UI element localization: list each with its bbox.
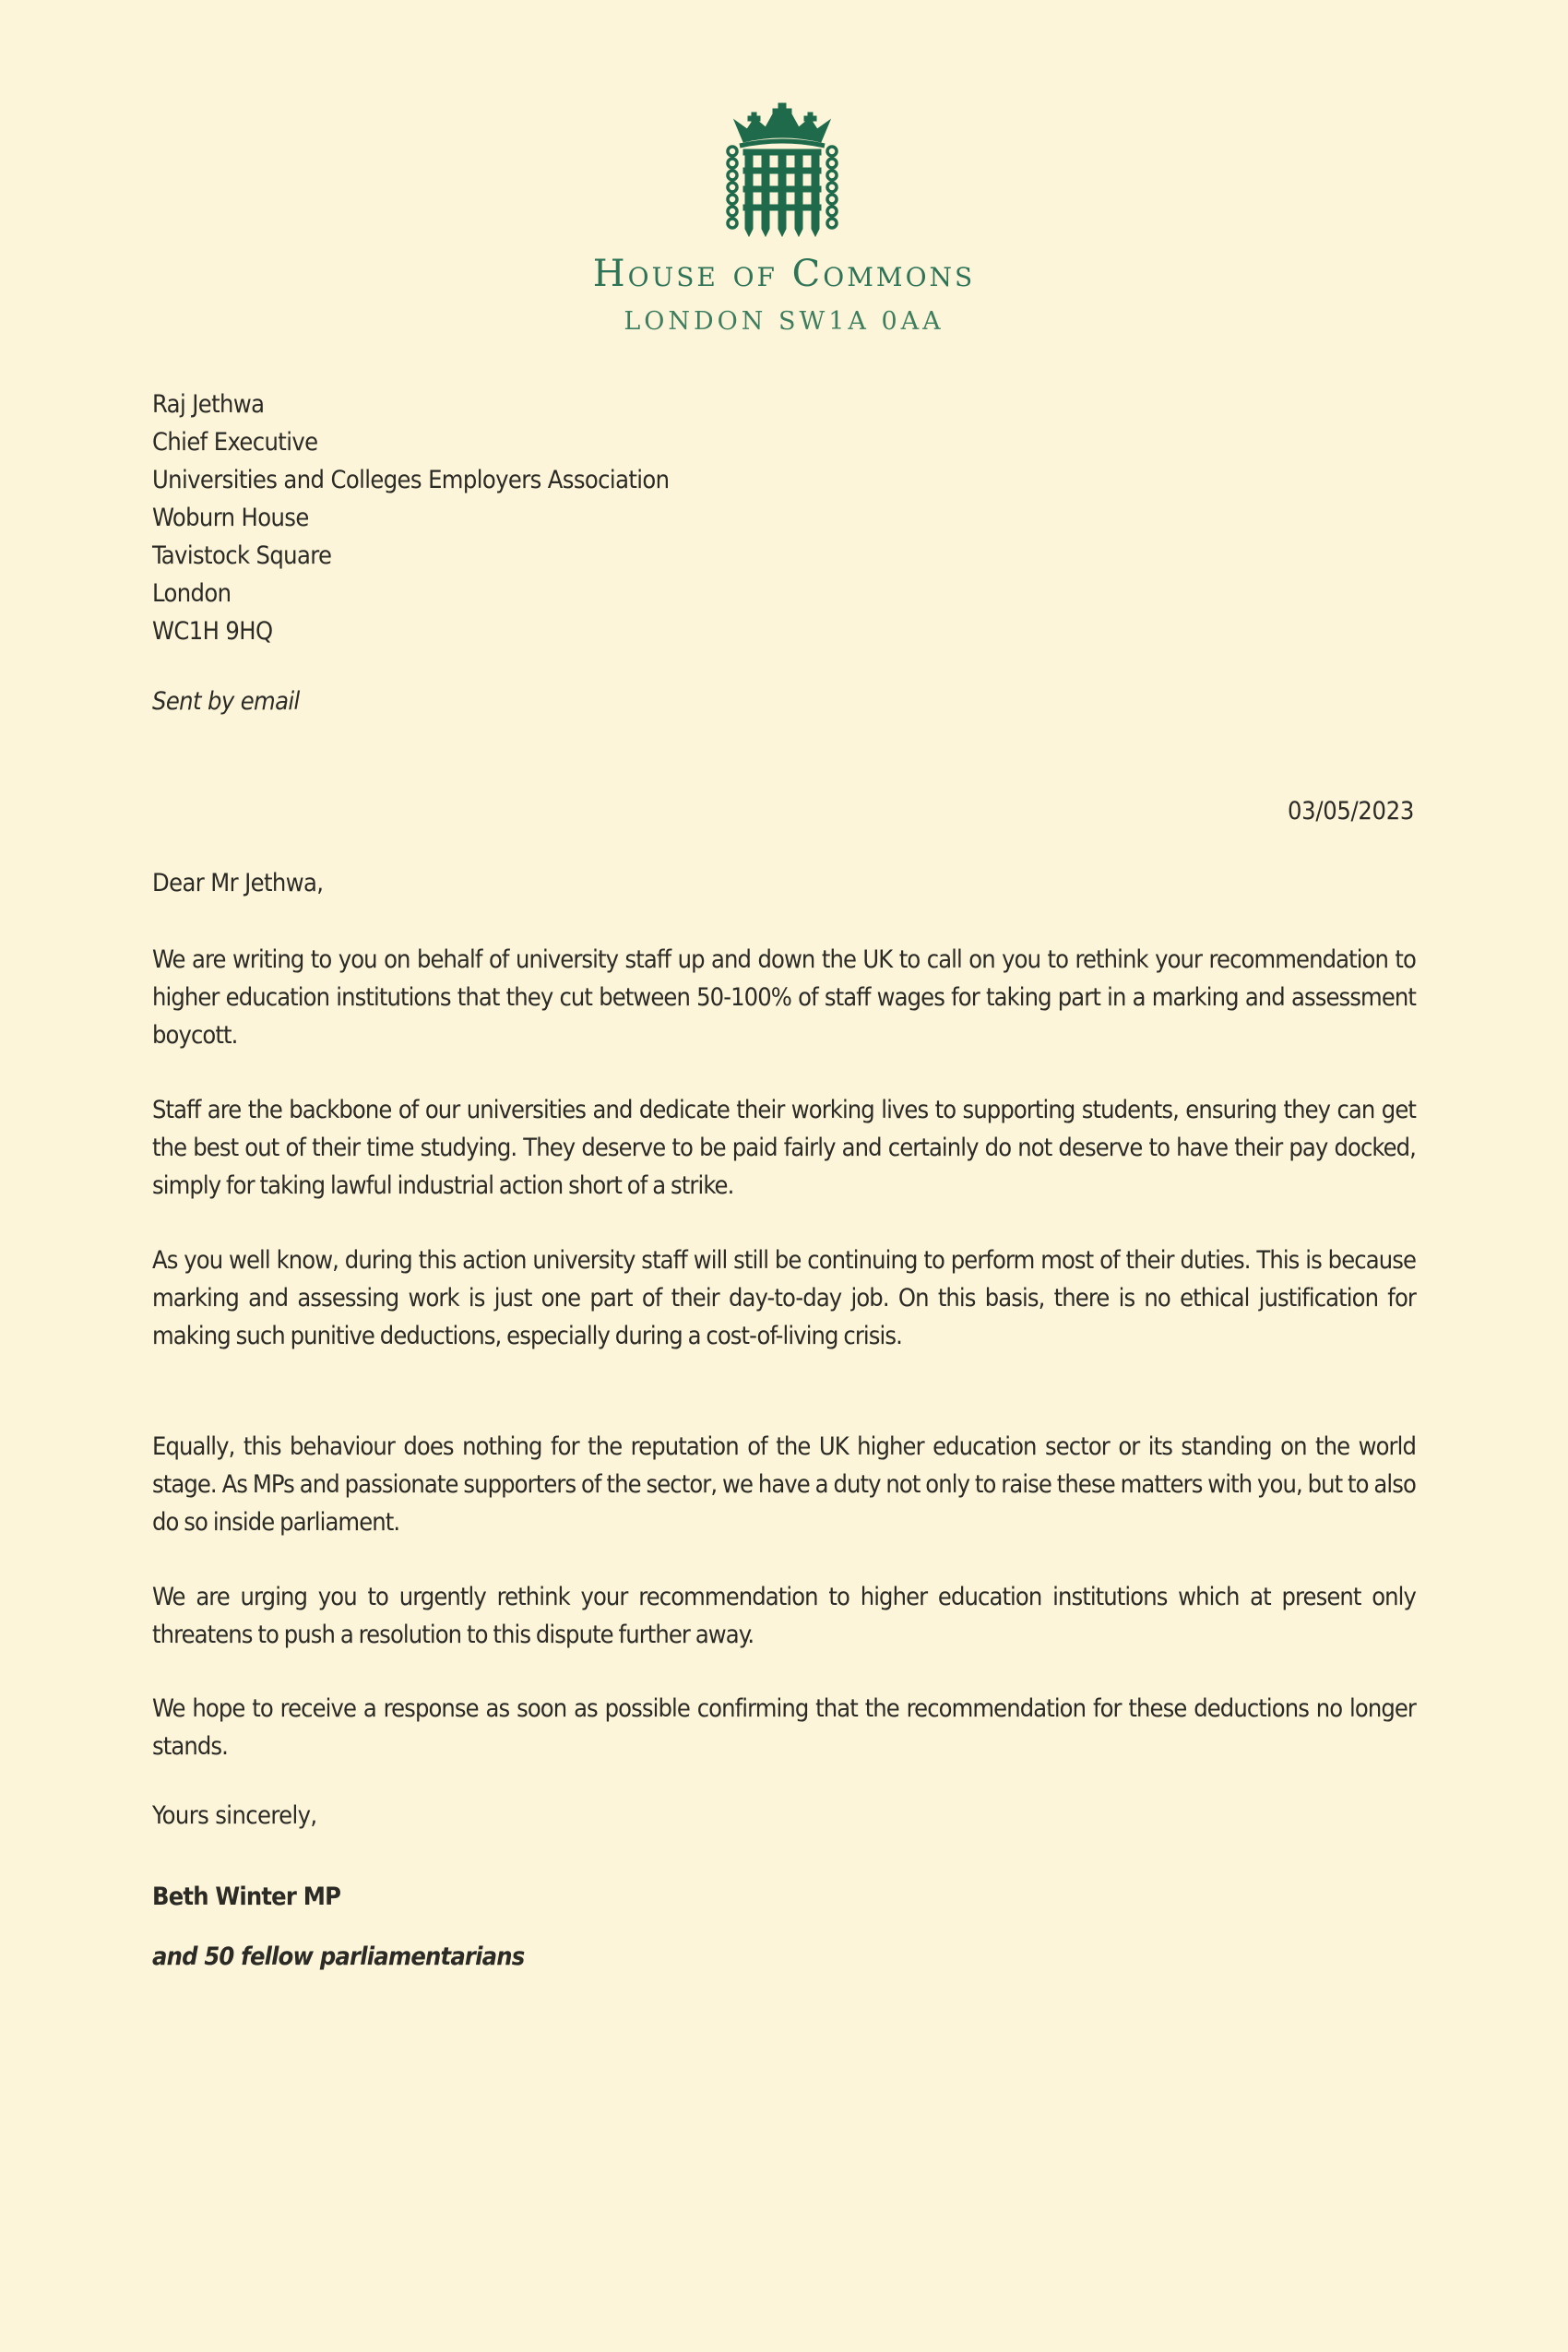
recipient-building: Woburn House: [152, 504, 309, 532]
recipient-postcode: WC1H 9HQ: [152, 617, 273, 646]
recipient-city: London: [152, 579, 232, 608]
cosigners-note: and 50 fellow parliamentarians: [152, 1942, 525, 1971]
closing: Yours sincerely,: [152, 1801, 317, 1830]
recipient-organisation: Universities and Colleges Employers Association: [152, 466, 670, 494]
body-paragraph: As you well know, during this action university staff will still be continuing to perform most of their duties. This is because marking and assessing work is just one part of their day-to-day job. On this basis, there is no ethical justification for making such punitive deductions, especially during a cost-of-living crisis.: [152, 1246, 1416, 1350]
recipient-title: Chief Executive: [152, 428, 318, 457]
body-paragraph: We are urging you to urgently rethink your recommendation to higher education institutions which at present only threatens to push a resolution to this dispute further away.: [152, 1583, 1416, 1649]
letter-date: 03/05/2023: [1288, 797, 1414, 826]
letterhead-address: LONDON SW1A 0AA: [624, 307, 944, 336]
portcullis-crest-icon: [721, 101, 843, 240]
recipient-name: Raj Jethwa: [152, 390, 265, 419]
body-paragraph: Staff are the backbone of our universities and dedicate their working lives to supporting students, ensuring they can get the best out of their time studying. They deserve to be paid fairly and certainly do not deserve to have their pay docked, simply for taking lawful industrial action short of a strike.: [152, 1096, 1416, 1200]
recipient-street: Tavistock Square: [152, 541, 332, 570]
body-paragraph: Equally, this behaviour does nothing for the reputation of the UK higher education sector or its standing on the world stage. As MPs and passionate supporters of the sector, we have a duty not only to raise these matters with you, but to also do so inside parliament.: [152, 1432, 1416, 1537]
signer-name: Beth Winter MP: [152, 1883, 341, 1911]
salutation: Dear Mr Jethwa,: [152, 869, 324, 897]
body-paragraph: We hope to receive a response as soon as possible confirming that the recommendation for these deductions no longer stands.: [152, 1694, 1416, 1761]
delivery-note: Sent by email: [152, 687, 300, 716]
recipient-address-block: [152, 386, 669, 650]
letterhead-title: House of Commons: [592, 253, 976, 295]
body-paragraph: We are writing to you on behalf of university staff up and down the UK to call on you to rethink your recommendation to higher education institutions that they cut between 50-100% of staff wages for taking part in a marking and assessment boycott.: [152, 945, 1416, 1050]
